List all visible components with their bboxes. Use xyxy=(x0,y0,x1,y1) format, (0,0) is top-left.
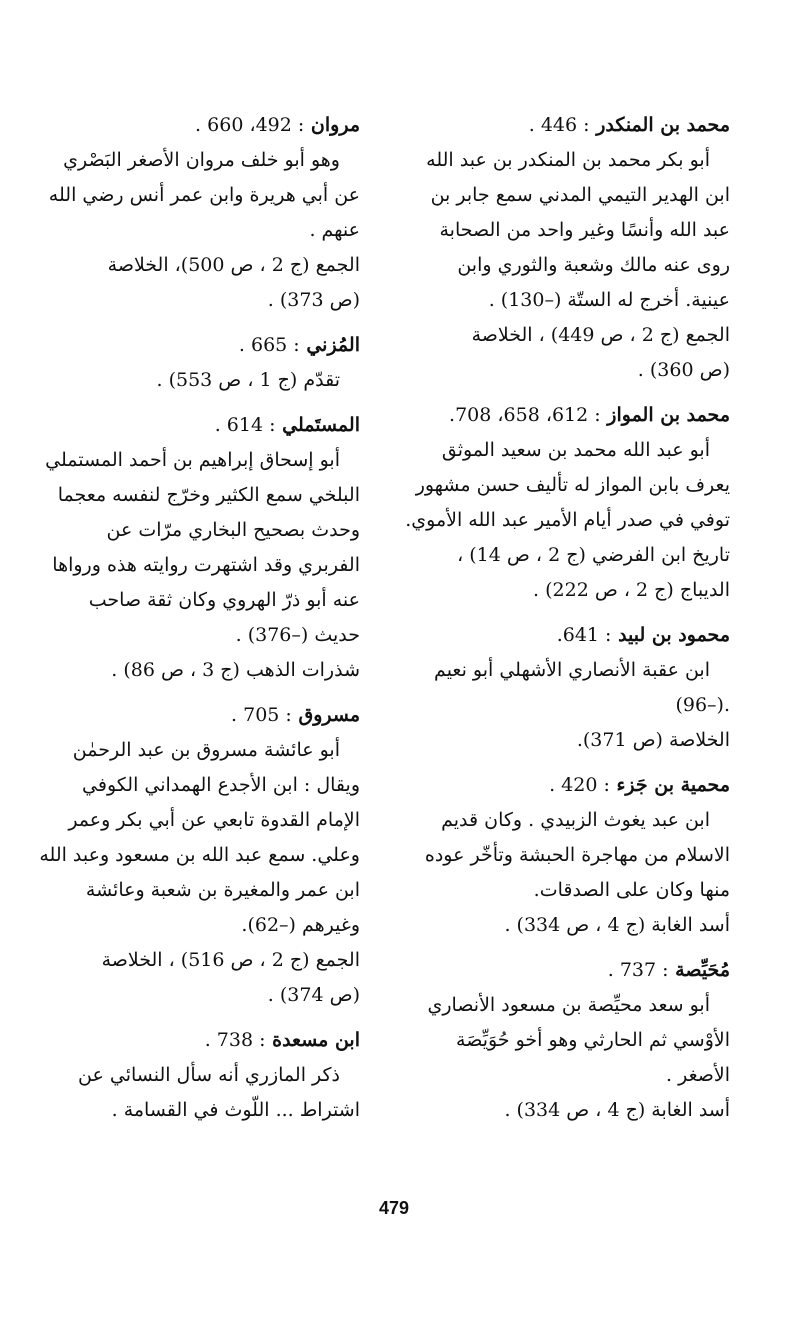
entry-title: ابن مسعدة xyxy=(272,1029,360,1051)
entry-text-line: منها وكان على الصدقات. xyxy=(533,879,730,901)
page-number: 479 xyxy=(378,1198,410,1218)
entry-text-line: .(–96) xyxy=(675,694,730,716)
entry-text-line: الفربري وقد اشتهرت روايته هذه ورواها xyxy=(52,554,360,576)
entry-text-line: أسد الغابة (ج 4 ، ص 334) . xyxy=(504,1099,730,1121)
entry-page-refs: : 641. xyxy=(556,624,612,646)
entry-heading xyxy=(400,618,730,653)
entry-text-line: يعرف بابن المواز له تأليف حسن مشهور xyxy=(415,474,730,496)
entry-text-line: ابن عبد يغوث الزبيدي . وكان قديم xyxy=(441,809,710,831)
entry-page-refs: : 446 . xyxy=(528,114,590,136)
biography-entry xyxy=(30,328,360,398)
entry-text-line: الاسلام من مهاجرة الحبشة وتأخّر عوده xyxy=(424,844,730,866)
entry-text-line: أسد الغابة (ج 4 ، ص 334) . xyxy=(504,914,730,936)
entry-text-line: اشتراط ... اللّوث في القسامة . xyxy=(111,1099,360,1121)
entry-title: محمد بن المواز xyxy=(607,404,730,426)
entry-text-line: تاريخ ابن الفرضي (ج 2 ، ص 14) ، xyxy=(457,544,730,566)
book-page xyxy=(30,108,730,1188)
entry-text-line: ابن عقبة الأنصاري الأشهلي أبو نعيم xyxy=(434,659,710,681)
biography-entry xyxy=(400,398,730,608)
entry-text-line: الجمع (ج 2 ، ص 500)، الخلاصة xyxy=(107,254,360,276)
entry-text-line: الأصغر . xyxy=(666,1064,730,1086)
entry-heading xyxy=(30,1023,360,1058)
entry-heading xyxy=(30,108,360,143)
entry-page-refs: : 738 . xyxy=(204,1029,266,1051)
entry-text-line: (ص 360) . xyxy=(637,359,730,381)
entry-page-refs: : 492، 660 . xyxy=(195,114,305,136)
entry-text-line: عن أبي هريرة وابن عمر أنس رضي الله xyxy=(48,184,360,206)
entry-text-line: (ص 374) . xyxy=(267,984,360,1006)
biography-entry xyxy=(400,618,730,758)
entry-page-refs: : 705 . xyxy=(231,704,292,726)
entry-text-line: (ص 373) . xyxy=(267,289,360,311)
entry-text-line: ذكر المازري أنه سأل النسائي عن xyxy=(78,1064,340,1086)
biography-entry xyxy=(30,1023,360,1128)
entry-text-line: البلخي سمع الكثير وخرّج لنفسه معجما xyxy=(57,484,360,506)
entry-text-line: ويقال : ابن الأجدع الهمداني الكوفي xyxy=(82,774,360,796)
entry-title: المستَملي xyxy=(282,414,360,436)
entry-text-line: أبو عائشة مسروق بن عبد الرحمٰن xyxy=(72,739,340,761)
entry-text-line: الإمام القدوة تابعي عن أبي بكر وعمر xyxy=(68,809,360,831)
entry-text-line: الجمع (ج 2 ، ص 516) ، الخلاصة xyxy=(101,949,360,971)
left-column xyxy=(30,108,360,1138)
right-column xyxy=(400,108,730,1138)
entry-title: محمية بن جَزء xyxy=(616,774,730,796)
entry-page-refs: : 420 . xyxy=(549,774,610,796)
entry-title: المُزني xyxy=(306,334,360,356)
entry-text-line: وغيرهم (–62). xyxy=(241,914,360,936)
entry-text-line: روى عنه مالك وشعبة والثوري وابن xyxy=(457,254,730,276)
entry-page-refs: : 612، 658، 708. xyxy=(449,404,601,426)
entry-heading xyxy=(30,328,360,363)
entry-text-line: أبو عبد الله محمد بن سعيد الموثق xyxy=(441,439,710,461)
entry-text-line: عبد الله وأنسًا وغير واحد من الصحابة xyxy=(439,219,730,241)
entry-text-line: وعلي. سمع عبد الله بن مسعود وعبد الله xyxy=(39,844,360,866)
entry-text-line: عينية. أخرج له الستّة (–130) . xyxy=(488,289,730,311)
entry-heading xyxy=(30,698,360,733)
entry-text-line: تقدّم (ج 1 ، ص 553) . xyxy=(156,369,340,391)
entry-text-line: أبو إسحاق إبراهيم بن أحمد المستملي xyxy=(45,449,340,471)
entry-heading xyxy=(400,108,730,143)
entry-heading xyxy=(400,398,730,433)
entry-text-line: توفي في صدر أيام الأمير عبد الله الأموي. xyxy=(405,509,730,531)
entry-text-line: ابن عمر والمغيرة بن شعبة وعائشة xyxy=(85,879,360,901)
entry-text-line: الديباج (ج 2 ، ص 222) . xyxy=(533,579,730,601)
biography-entry xyxy=(400,768,730,943)
entry-page-refs: : 614 . xyxy=(214,414,276,436)
entry-text-line: شذرات الذهب (ج 3 ، ص 86) . xyxy=(111,659,360,681)
biography-entry xyxy=(30,698,360,1013)
entry-text-line: عنهم . xyxy=(309,219,360,241)
entry-text-line: الجمع (ج 2 ، ص 449) ، الخلاصة xyxy=(471,324,730,346)
entry-title: مُحَيِّصة xyxy=(675,959,730,981)
entry-title: محمود بن لبيد xyxy=(618,624,730,646)
entry-title: محمد بن المنكدر xyxy=(596,114,730,136)
entry-heading xyxy=(400,953,730,988)
entry-text-line: وهو أبو خلف مروان الأصغر البَصْري xyxy=(63,149,340,171)
entry-page-refs: : 665 . xyxy=(238,334,300,356)
entry-heading xyxy=(30,408,360,443)
entry-text-line: الخلاصة (ص 371). xyxy=(576,729,730,751)
entry-text-line: وحدث بصحيح البخاري مرّات عن xyxy=(106,519,360,541)
biography-entry xyxy=(30,408,360,688)
entry-text-line: أبو سعد محيِّصة بن مسعود الأنصاري xyxy=(427,994,710,1016)
biography-entry xyxy=(400,953,730,1128)
entry-text-line: عنه أبو ذرّ الهروي وكان ثقة صاحب xyxy=(88,589,360,611)
entry-text-line: الأوْسي ثم الحارثي وهو أخو حُوَيِّصَة xyxy=(456,1029,730,1051)
entry-title: مسروق xyxy=(298,704,360,726)
entry-text-line: ابن الهدير التيمي المدني سمع جابر بن xyxy=(430,184,730,206)
biography-entry xyxy=(400,108,730,388)
entry-text-line: حديث (–376) . xyxy=(235,624,360,646)
biography-entry xyxy=(30,108,360,318)
entry-heading xyxy=(400,768,730,803)
entry-page-refs: : 737 . xyxy=(607,959,669,981)
entry-text-line: أبو بكر محمد بن المنكدر بن عبد الله xyxy=(426,149,710,171)
entry-title: مروان xyxy=(310,114,360,136)
